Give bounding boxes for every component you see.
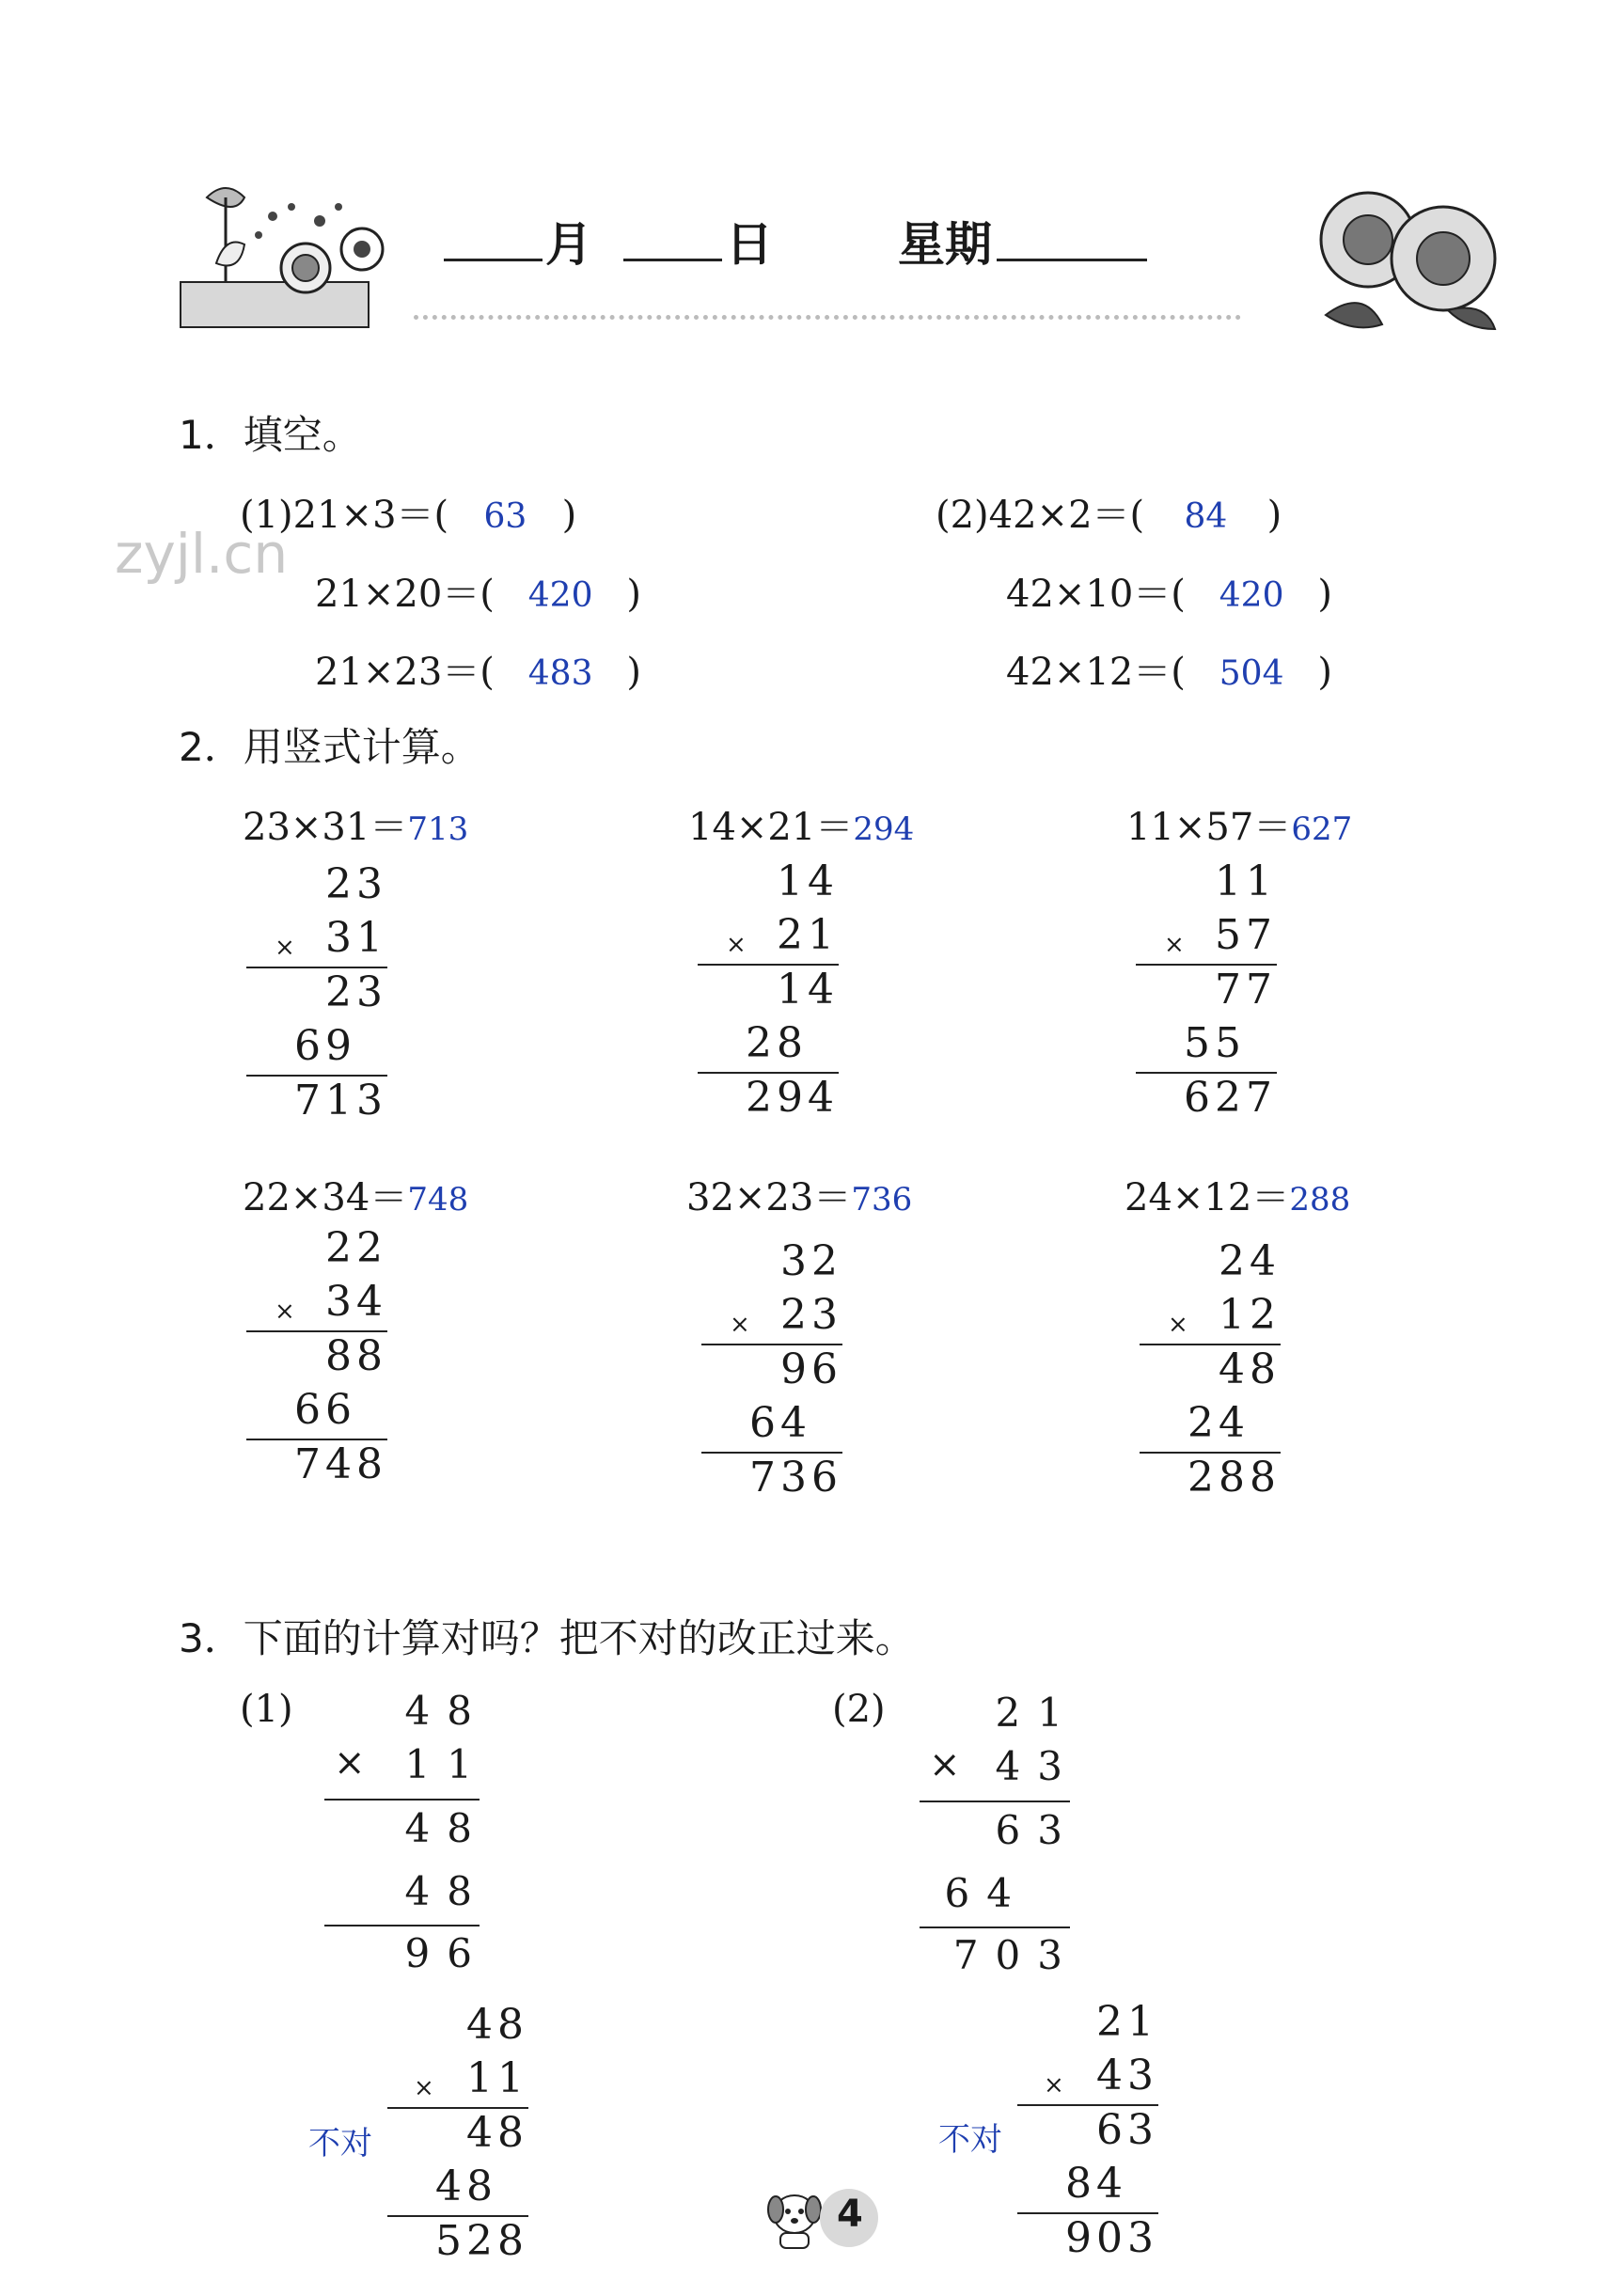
multiplier: 43	[1096, 2052, 1158, 2099]
q3-given-1	[324, 1688, 489, 1989]
q1-answer: 420	[1219, 576, 1284, 615]
times-sign: ×	[275, 1297, 295, 1326]
q3-correction-2	[1017, 1998, 1158, 2280]
puppy-icon	[762, 2181, 827, 2252]
q2-equation-4	[243, 1168, 468, 1221]
page-number: 4	[837, 2193, 863, 2236]
partial-product-1: 77	[1215, 966, 1277, 1014]
multiplier: 43	[995, 1743, 1079, 1789]
times-sign: ×	[1164, 931, 1185, 959]
q3-label-1: (1)	[240, 1688, 293, 1731]
q1-expr: (2)42×2＝(	[936, 494, 1145, 537]
q2-vertical-5	[701, 1237, 842, 1505]
q1-close-paren: )	[561, 494, 577, 537]
multiplier: 31	[325, 914, 387, 962]
multiplier: 23	[780, 1291, 842, 1339]
multiplicand: 48	[404, 1688, 489, 1734]
q2-expr: 32×23＝	[686, 1176, 852, 1219]
month-blank	[444, 207, 543, 261]
q1-left-row-1	[240, 485, 576, 539]
q1-expr: 42×10＝(	[1006, 573, 1186, 616]
partial-product-2: 24	[1187, 1399, 1250, 1447]
partial-product-2: 48	[435, 2162, 497, 2210]
final-product: 288	[1187, 1454, 1281, 1502]
final-product: 736	[749, 1454, 842, 1502]
q1-close-paren: )	[626, 651, 641, 694]
multiplicand: 21	[1096, 1998, 1158, 2046]
q2-vertical-2	[698, 857, 839, 1125]
weekday-label: 星期	[898, 217, 992, 272]
multiplier: 11	[466, 2054, 528, 2102]
q2-vertical-4	[246, 1224, 387, 1492]
q3-verdict-2: 不对	[938, 2121, 1002, 2159]
q2-equation-3	[1126, 797, 1352, 851]
q1-close-paren: )	[626, 573, 641, 616]
multiplicand: 24	[1219, 1237, 1281, 1285]
q3-label-2: (2)	[832, 1688, 886, 1731]
q3-verdict-1: 不对	[308, 2125, 372, 2162]
q2-title: 2．用竖式计算。	[179, 724, 480, 770]
multiplier: 12	[1219, 1291, 1281, 1339]
partial-product-2: 64	[749, 1399, 811, 1447]
multiplicand: 21	[995, 1690, 1079, 1736]
final-product: 294	[746, 1074, 839, 1122]
multiplicand: 48	[466, 2001, 528, 2049]
partial-product-1: 14	[777, 966, 839, 1014]
rule-1	[920, 1801, 1070, 1802]
q2-answer: 748	[407, 1181, 469, 1219]
q2-answer: 736	[851, 1181, 913, 1219]
q1-close-paren: )	[1266, 494, 1282, 537]
q1-close-paren: )	[1317, 573, 1332, 616]
times-sign: ×	[414, 2074, 434, 2102]
times-sign: ×	[726, 931, 747, 959]
q1-close-paren: )	[1317, 651, 1332, 694]
q1-answer: 483	[527, 654, 593, 693]
q2-vertical-6	[1140, 1237, 1281, 1505]
sunflower-illustration-right	[1307, 174, 1504, 334]
day-label: 日	[726, 217, 773, 272]
multiplicand: 14	[777, 857, 839, 905]
q1-right-row-2	[1006, 564, 1332, 618]
multiplicand: 32	[780, 1237, 842, 1285]
q2-expr: 14×21＝	[688, 806, 854, 849]
multiplicand: 11	[1215, 857, 1277, 905]
times-sign: ×	[1044, 2071, 1064, 2099]
final-product: 528	[435, 2217, 528, 2265]
q2-answer: 627	[1291, 810, 1353, 848]
multiplicand: 22	[325, 1224, 387, 1272]
partial-product-2: 84	[1065, 2160, 1127, 2208]
partial-product-1: 48	[466, 2109, 528, 2157]
q1-answer: 84	[1184, 497, 1228, 536]
q2-answer: 294	[853, 810, 915, 848]
weekday-blank	[997, 207, 1147, 261]
partial-product-2: 66	[294, 1386, 356, 1434]
partial-product-2: 64	[944, 1870, 1029, 1916]
partial-product-1: 48	[1219, 1345, 1281, 1393]
times-sign: ×	[275, 934, 295, 962]
q1-expr: 42×12＝(	[1006, 651, 1186, 694]
rule-1	[324, 1799, 480, 1801]
final-product: 703	[952, 1932, 1079, 1978]
q3-correction-1	[387, 2001, 528, 2283]
times-sign: ×	[730, 1311, 750, 1339]
q1-right-row-3	[1006, 642, 1332, 696]
partial-product-1: 96	[780, 1345, 842, 1393]
final-product: 748	[294, 1440, 387, 1488]
final-product: 627	[1184, 1074, 1277, 1122]
q3-given-2	[920, 1690, 1079, 1990]
times-sign: ×	[334, 1741, 366, 1785]
rule-2	[920, 1926, 1070, 1928]
q2-expr: 24×12＝	[1125, 1176, 1290, 1219]
multiplier: 21	[777, 911, 839, 959]
q2-equation-1	[243, 797, 468, 851]
q1-expr: 21×23＝(	[315, 651, 495, 694]
times-sign: ×	[929, 1743, 961, 1786]
q2-equation-2	[688, 797, 914, 851]
q3-title: 3．下面的计算对吗？把不对的改正过来。	[179, 1615, 915, 1661]
q1-left-row-2	[315, 564, 641, 618]
q2-equation-6	[1125, 1168, 1350, 1221]
q1-expr: (1)21×3＝(	[240, 494, 449, 537]
q2-expr: 23×31＝	[243, 806, 408, 849]
q1-right-row-1	[936, 485, 1282, 539]
q1-title: 1．填空。	[179, 412, 362, 458]
partial-product-1: 63	[1096, 2106, 1158, 2154]
partial-product-2: 28	[746, 1019, 808, 1067]
q1-expr: 21×20＝(	[315, 573, 495, 616]
partial-product-1: 23	[325, 968, 387, 1016]
header-dotted-rule	[414, 315, 1241, 320]
final-product: 713	[294, 1077, 387, 1124]
final-product: 903	[1065, 2214, 1158, 2262]
q1-answer: 63	[483, 497, 527, 536]
month-label: 月	[545, 217, 592, 272]
partial-product-1: 63	[995, 1807, 1079, 1853]
q2-expr: 11×57＝	[1126, 806, 1292, 849]
q2-answer: 288	[1289, 1181, 1351, 1219]
watermark: zyjl.cn	[115, 522, 289, 586]
header-left-decoration	[179, 179, 414, 329]
q2-expr: 22×34＝	[243, 1176, 408, 1219]
q2-vertical-3	[1136, 857, 1277, 1125]
times-sign: ×	[1168, 1311, 1188, 1339]
partial-product-2: 48	[404, 1868, 489, 1914]
final-product: 96	[404, 1930, 489, 1976]
multiplier: 57	[1215, 911, 1277, 959]
page-number-badge	[762, 2181, 889, 2257]
multiplicand: 23	[325, 860, 387, 908]
q1-answer: 420	[527, 576, 593, 615]
q1-answer: 504	[1219, 654, 1284, 693]
q2-equation-5	[686, 1168, 912, 1221]
rule-2	[324, 1925, 480, 1926]
partial-product-2: 69	[294, 1022, 356, 1070]
multiplier: 11	[404, 1741, 489, 1787]
partial-product-1: 48	[404, 1805, 489, 1851]
flower-illustration-left	[179, 179, 414, 329]
header-right-decoration	[1307, 174, 1504, 334]
q2-answer: 713	[407, 810, 469, 848]
multiplier: 34	[325, 1278, 387, 1326]
partial-product-2: 55	[1184, 1019, 1246, 1067]
day-blank	[623, 207, 722, 261]
partial-product-1: 88	[325, 1332, 387, 1380]
q2-vertical-1	[246, 860, 387, 1128]
q1-left-row-3	[315, 642, 641, 696]
